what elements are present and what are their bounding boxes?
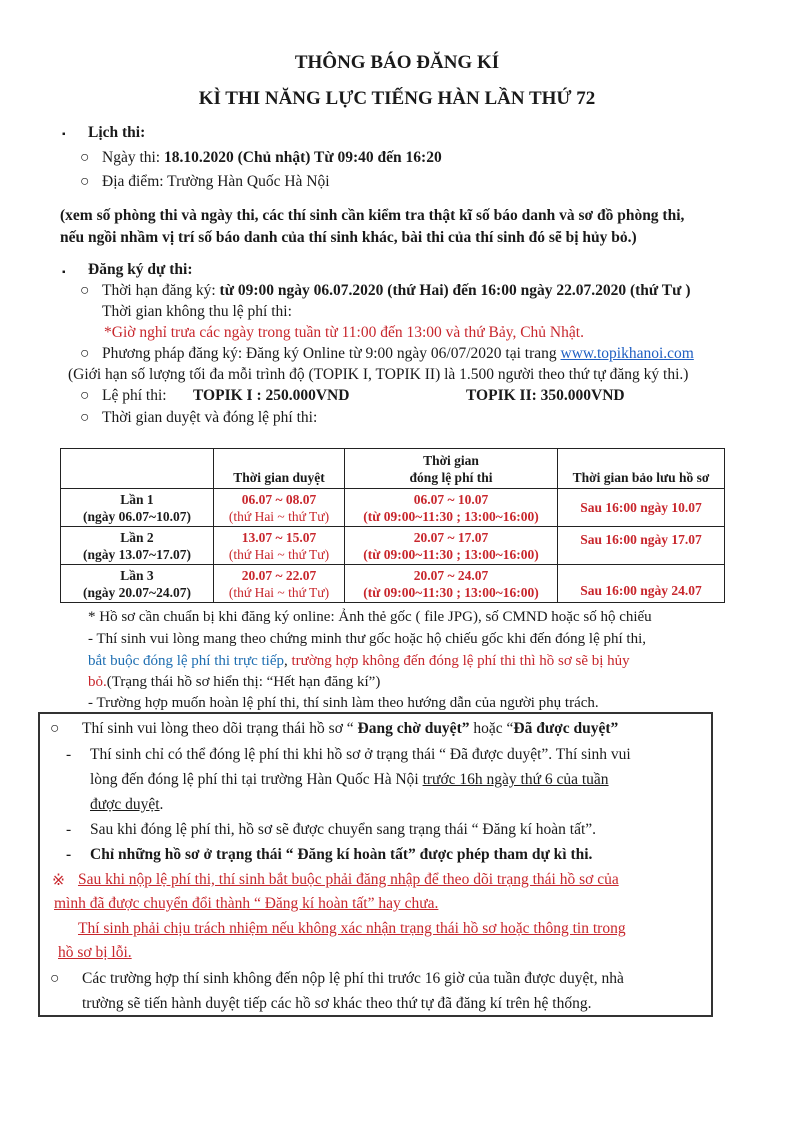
box-line1-pre: Thí sinh vui lòng theo dõi trạng thái hồ sơ “	[82, 720, 358, 737]
round-label: Lần 2	[120, 529, 154, 545]
round-dates: (ngày 20.07~24.07)	[83, 584, 191, 600]
circle-bullet: ○	[80, 409, 90, 426]
pay-dates: 20.07 ~ 24.07	[413, 567, 489, 583]
pay-dates: 06.07 ~ 10.07	[413, 491, 489, 507]
status-shown-text: (Trạng thái hồ sơ hiển thị: “Hết hạn đăng kí”)	[106, 674, 381, 690]
registration-heading: Đăng ký dự thi:	[88, 261, 193, 278]
review-cell	[214, 527, 345, 565]
status-pending: Đang chờ duyệt”	[357, 720, 470, 737]
keep-cell: Sau 16:00 ngày 10.07	[558, 489, 725, 527]
status-approved: Đã được duyệt”	[513, 720, 619, 737]
round-cell	[61, 527, 214, 565]
review-cell	[214, 565, 345, 603]
table-header-cell	[345, 449, 558, 489]
circle-bullet: ○	[80, 387, 90, 404]
table-header-cell	[61, 449, 214, 489]
box-last-line1: Các trường hợp thí sinh không đến nộp lệ phí thi trước 16 giờ của tuần được duyệt, nhà	[82, 970, 624, 987]
bullet-square: ▪	[62, 267, 66, 278]
registration-method-text: Phương pháp đăng ký: Đăng ký Online từ 9:00 ngày 06/07/2020 tại trang	[102, 345, 561, 362]
review-days: (thứ Hai ~ thứ Tư)	[228, 584, 330, 600]
circle-bullet: ○	[80, 173, 90, 190]
keep-cell: Sau 16:00 ngày 17.07	[558, 527, 725, 565]
warning1-line2: mình đã được chuyển đổi thành “ Đăng kí hoàn tất” hay chưa.	[54, 895, 439, 912]
table-header-cell	[558, 449, 725, 489]
lunch-note: *Giờ nghỉ trưa các ngày trong tuần từ 11:00 đến 13:00 và thứ Bảy, Chủ Nhật.	[104, 324, 584, 341]
not-paid-text: trường hợp không đến đóng lệ phí thi thì hồ sơ sẽ bị hủy	[291, 653, 630, 669]
fee-label: Lệ phí thi:	[102, 387, 167, 404]
document-title: THÔNG BÁO ĐĂNG KÍ	[294, 52, 500, 73]
registration-method	[102, 345, 694, 363]
round-label: Lần 1	[120, 491, 154, 507]
review-days: (thứ Hai ~ thứ Tư)	[228, 546, 330, 562]
pay-direct-note	[88, 653, 630, 670]
pay-hours: (từ 09:00~11:30 ; 13:00~16:00)	[363, 546, 539, 562]
review-dates: 20.07 ~ 22.07	[241, 567, 317, 583]
circle-bullet: ○	[80, 282, 90, 299]
comma-text: ,	[284, 653, 292, 669]
table-row	[61, 565, 725, 603]
review-cell	[214, 489, 345, 527]
dash-bullet: -	[66, 746, 72, 763]
review-time-heading: Thời gian duyệt và đóng lệ phí thi:	[102, 409, 318, 426]
seat-note-line2: nếu ngồi nhầm vị trí số báo danh của thí sinh khác, bài thi của thí sinh đó sẽ bị hủy bỏ.)	[60, 229, 637, 246]
table-header-cell	[214, 449, 345, 489]
registration-period-label: Thời hạn đăng ký:	[102, 282, 220, 299]
round-cell	[61, 489, 214, 527]
fee-topik1: TOPIK I : 250.000VND	[193, 387, 350, 404]
exam-date	[102, 149, 442, 167]
refund-note: - Trường hợp muốn hoàn lệ phí thi, thí sinh làm theo hướng dẫn của người phụ trách.	[88, 695, 599, 711]
warning2-line1: Thí sinh phải chịu trách nhiệm nếu không xác nhận trạng thái hồ sơ hoặc thông tin trong	[78, 920, 626, 937]
registration-period	[102, 282, 690, 300]
round-cell	[61, 565, 214, 603]
registration-period-value: từ 09:00 ngày 06.07.2020 (thứ Hai) đến 16:00 ngày 22.07.2020 (thứ Tư )	[219, 282, 691, 299]
docs-note: * Hồ sơ cần chuẩn bị khi đăng ký online: Ảnh thẻ gốc ( file JPG), số CMND hoặc số hộ chiếu	[88, 609, 652, 625]
header-keep: Thời gian bảo lưu hồ sơ	[572, 469, 710, 485]
dash-bullet: -	[66, 821, 72, 838]
bo-text: bỏ.	[88, 674, 107, 690]
box-p1-line3	[90, 796, 163, 814]
bring-id-note: - Thí sinh vui lòng mang theo chứng minh thư gốc hoặc hộ chiếu gốc khi đến đóng lệ phí thi,	[88, 631, 646, 647]
pay-dates: 20.07 ~ 17.07	[413, 529, 489, 545]
box-p3: Chỉ những hồ sơ ở trạng thái “ Đăng kí hoàn tất” được phép tham dự kì thi.	[90, 846, 593, 863]
table-header-row	[61, 449, 725, 489]
bullet-square: ▪	[62, 129, 66, 140]
warning1-line1: Sau khi nộp lệ phí thi, thí sinh bắt buộc phải đăng nhập để theo dõi trạng thái hồ sơ của	[78, 871, 619, 888]
exam-place: Địa điểm: Trường Hàn Quốc Hà Nội	[102, 173, 330, 190]
keep-cell: Sau 16:00 ngày 24.07	[558, 565, 725, 603]
pay-cell	[345, 565, 558, 603]
table-row	[61, 489, 725, 527]
box-line1-mid: hoặc “	[469, 720, 514, 737]
dash-bullet: -	[66, 846, 72, 863]
round-label: Lần 3	[120, 567, 154, 583]
review-dates: 06.07 ~ 08.07	[241, 491, 317, 507]
warning2-line2: hồ sơ bị lỗi.	[58, 944, 132, 961]
no-fee-time: Thời gian không thu lệ phí thi:	[102, 303, 292, 320]
circle-bullet: ○	[80, 345, 90, 362]
round-dates: (ngày 13.07~17.07)	[83, 546, 191, 562]
exam-date-value: 18.10.2020 (Chủ nhật) Từ 09:40 đến 16:20	[164, 149, 442, 166]
document-subtitle: KÌ THI NĂNG LỰC TIẾNG HÀN LẦN THỨ 72	[198, 88, 596, 109]
registration-limit: (Giới hạn số lượng tối đa mỗi trình độ (TOPIK I, TOPIK II) là 1.500 người theo thứ tự đăng ký thi.)	[68, 366, 689, 383]
approved-week-text: được duyệt	[90, 796, 160, 813]
circle-bullet: ○	[50, 720, 60, 737]
pay-cell	[345, 527, 558, 565]
box-p2: Sau khi đóng lệ phí thi, hồ sơ sẽ được chuyển sang trạng thái “ Đăng kí hoàn tất”.	[90, 821, 597, 838]
box-line1	[82, 720, 618, 738]
must-pay-text: bắt buộc đóng lệ phí thi trực tiếp	[88, 653, 285, 669]
header-pay-2: đóng lệ phí thi	[409, 469, 493, 485]
header-review: Thời gian duyệt	[233, 469, 325, 485]
period-text: .	[159, 796, 164, 813]
box-p1-line2	[90, 771, 609, 789]
review-days: (thứ Hai ~ thứ Tư)	[228, 508, 330, 524]
schedule-heading: Lịch thi:	[88, 124, 146, 141]
circle-bullet: ○	[50, 970, 60, 987]
review-dates: 13.07 ~ 15.07	[241, 529, 317, 545]
pay-hours: (từ 09:00~11:30 ; 13:00~16:00)	[363, 508, 539, 524]
table-row	[61, 527, 725, 565]
circle-bullet: ○	[80, 149, 90, 166]
header-pay-1: Thời gian	[423, 452, 479, 468]
round-dates: (ngày 06.07~10.07)	[83, 508, 191, 524]
status-note	[88, 674, 380, 691]
pay-hours: (từ 09:00~11:30 ; 13:00~16:00)	[363, 584, 539, 600]
exam-date-label: Ngày thi:	[102, 149, 164, 166]
deadline-text: trước 16h ngày thứ 6 của tuần	[422, 771, 609, 788]
schedule-table	[60, 448, 725, 603]
box-p1-line2-text: lòng đến đóng lệ phí thi tại trường Hàn Quốc Hà Nội	[90, 771, 423, 788]
warning-mark: ※	[52, 872, 65, 889]
website-link[interactable]: www.topikhanoi.com	[560, 345, 694, 362]
box-p1-line1: Thí sinh chỉ có thể đóng lệ phí thi khi hồ sơ ở trạng thái “ Đã được duyệt”. Thí sinh vui	[90, 746, 631, 763]
box-last-line2: trường sẽ tiến hành duyệt tiếp các hồ sơ khác theo thứ tự đã đăng kí trên hệ thống.	[82, 995, 592, 1012]
seat-note-line1: (xem số phòng thi và ngày thi, các thí sinh cần kiểm tra thật kĩ số báo danh và sơ đồ phòng thi,	[60, 207, 685, 224]
fee-topik2: TOPIK II: 350.000VND	[466, 387, 625, 404]
pay-cell	[345, 489, 558, 527]
